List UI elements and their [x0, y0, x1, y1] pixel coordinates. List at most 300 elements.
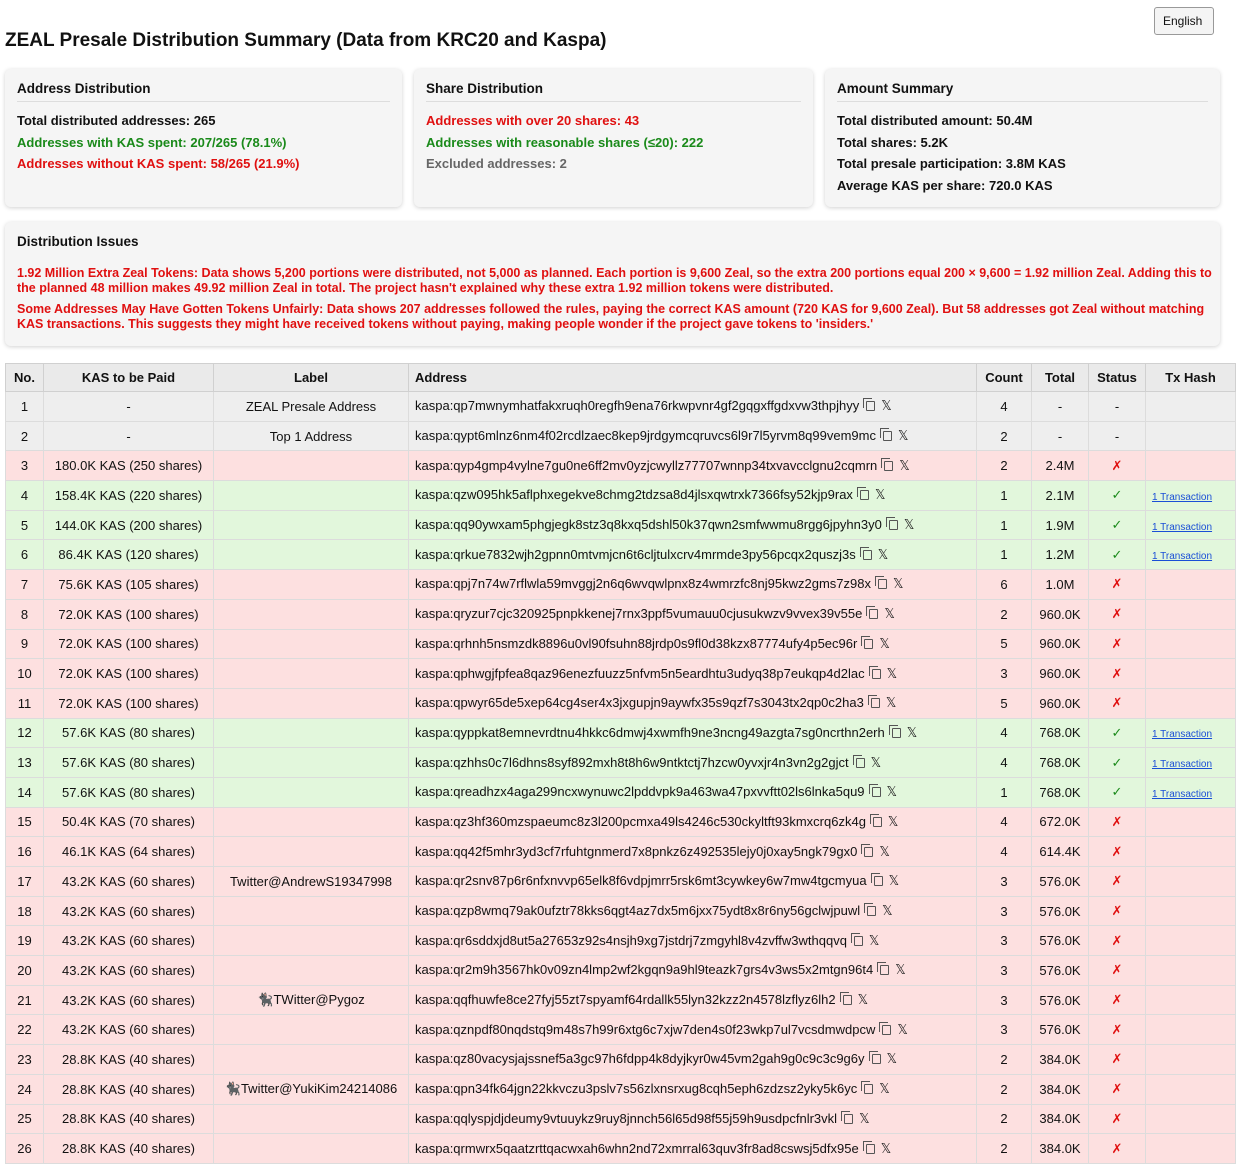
address-text: kaspa:qpwyr65de5xep64cg4ser4x3jxgupjn9aywfx35s9qzf7s3043tx2qp0c2ha3 — [415, 695, 864, 711]
copy-icon[interactable] — [873, 817, 882, 827]
copy-icon[interactable] — [864, 639, 873, 649]
address-cell — [409, 688, 977, 718]
copy-icon[interactable] — [872, 787, 881, 797]
x-share-icon[interactable]: 𝕏 — [887, 813, 899, 829]
status-cell: ✗ — [1089, 451, 1146, 481]
address-text: kaspa:qreadhzx4aga299ncxwynuwc2lpddvpk9a463wa47pxvvftt02ls6lnka5qu9 — [415, 784, 865, 800]
tx-hash-cell — [1146, 392, 1236, 422]
table-row — [6, 718, 1236, 748]
table-header-row — [6, 364, 1236, 392]
count-cell: 1 — [977, 481, 1032, 511]
address-text: kaspa:qr6sddxjd8ut5a27653z92s4nsjh9xg7jstdrj7zmgyhl8v4zvffw3wthqqvq — [415, 932, 847, 948]
x-share-icon[interactable]: 𝕏 — [880, 1140, 892, 1156]
amount-stat-line: Total shares: 5.2K — [837, 134, 949, 150]
table-body — [6, 392, 1236, 1164]
kas-to-pay: 28.8K KAS (40 shares) — [44, 1104, 214, 1134]
address-text: kaspa:qr2m9h3567hk0v09zn4lmp2wf2kgqn9a9hl9teazk7grs4v3ws5x2mtgn96t4 — [415, 962, 874, 978]
address-text: kaspa:qyppkat8emnevrdtnu4hkkc6dmwj4xwmfh9ne3ncng49azgta7sg0ncrthn2erh — [415, 724, 885, 740]
address-label — [214, 481, 409, 511]
total-cell: 576.0K — [1032, 956, 1089, 986]
kas-to-pay: 72.0K KAS (100 shares) — [44, 629, 214, 659]
total-cell: 1.0M — [1032, 570, 1089, 600]
x-share-icon[interactable]: 𝕏 — [859, 1110, 870, 1126]
header-count[interactable]: Count — [977, 364, 1032, 392]
share-distribution-lines — [426, 110, 801, 175]
address-text: kaspa:qqlyspjdjdeumy9vtuuykz9ruy8jnnch56l65d98f55j59h9usdpcfnlr3vkl — [415, 1110, 838, 1126]
tx-hash-cell — [1146, 837, 1236, 867]
tx-hash-cell — [1146, 956, 1236, 986]
address-cell — [409, 837, 977, 867]
count-cell: 6 — [977, 570, 1032, 600]
address-label: Top 1 Address — [214, 421, 409, 451]
address-label — [214, 688, 409, 718]
x-share-icon[interactable]: 𝕏 — [886, 1051, 897, 1067]
tx-hash-cell — [1146, 1015, 1236, 1045]
status-cell: ✗ — [1089, 688, 1146, 718]
tx-link[interactable]: 1 Transaction — [1152, 788, 1213, 800]
address-cell — [409, 540, 977, 570]
row-number: 19 — [6, 926, 44, 956]
amount-stat-line: Total presale participation: 3.8M KAS — [837, 156, 1066, 171]
kas-to-pay: 43.2K KAS (60 shares) — [44, 1015, 214, 1045]
status-cell: ✗ — [1089, 1104, 1146, 1134]
kas-to-pay: 57.6K KAS (80 shares) — [44, 718, 214, 748]
kas-to-pay: 28.8K KAS (40 shares) — [44, 1074, 214, 1104]
count-cell: 1 — [977, 510, 1032, 540]
address-text: kaspa:qrhnh5nsmzdk8896u0vl90fsuhn88jrdp0s9fl0d38kzx87774ufy4p5ec96r — [415, 635, 858, 651]
address-text: kaspa:qr2snv87p6r6nfxnvvp65elk8f6vdpjmrr5rsk6mt3cywkey6w7mw4tgcmyua — [415, 873, 867, 889]
address-cell — [409, 896, 977, 926]
status-cell: ✗ — [1089, 956, 1146, 986]
count-cell: 5 — [977, 629, 1032, 659]
address-label — [214, 599, 409, 629]
kas-to-pay: 144.0K KAS (200 shares) — [44, 510, 214, 540]
address-cell — [409, 451, 977, 481]
status-cell: ✓ — [1089, 718, 1146, 748]
address-cell — [409, 1045, 977, 1075]
address-cell — [409, 718, 977, 748]
kas-to-pay: 43.2K KAS (60 shares) — [44, 956, 214, 986]
x-share-icon[interactable]: 𝕏 — [897, 1021, 908, 1037]
row-number: 6 — [6, 540, 44, 570]
row-number: 10 — [6, 659, 44, 689]
row-number: 3 — [6, 451, 44, 481]
tx-hash-cell — [1146, 570, 1236, 600]
row-number: 17 — [6, 867, 44, 897]
total-cell: 614.4K — [1032, 837, 1089, 867]
x-share-icon[interactable]: 𝕏 — [882, 903, 893, 919]
address-distribution-title: Address Distribution — [17, 81, 390, 102]
share-stat-line: Excluded addresses: 2 — [426, 156, 567, 171]
x-share-icon[interactable]: 𝕏 — [895, 962, 906, 978]
total-cell: 384.0K — [1032, 1045, 1089, 1075]
x-share-icon[interactable]: 𝕏 — [892, 576, 904, 592]
tx-link[interactable]: 1 Transaction — [1152, 729, 1213, 741]
table-row — [6, 392, 1236, 422]
address-text: kaspa:qzp8wmq79ak0ufztr78kks6qgt4az7dx5m6jxx75ydt8x8r6ny56gclwjpuwl — [415, 903, 861, 919]
address-cell — [409, 1104, 977, 1134]
count-cell: 2 — [977, 421, 1032, 451]
copy-icon[interactable] — [863, 550, 872, 560]
row-number: 1 — [6, 392, 44, 422]
kas-to-pay: 43.2K KAS (60 shares) — [44, 896, 214, 926]
address-label: 🐈‍⬛TWitter@Pygoz — [214, 985, 409, 1015]
tx-link[interactable]: 1 Transaction — [1152, 759, 1213, 771]
header-address[interactable]: Address — [409, 364, 977, 392]
count-cell: 3 — [977, 956, 1032, 986]
address-text: kaspa:qqfhuwfe8ce27fyj55zt7spyamf64rdallk55lyn32kzz2n4578lzflyz6lh2 — [415, 992, 836, 1008]
x-share-icon[interactable]: 𝕏 — [879, 1081, 890, 1097]
row-number: 16 — [6, 837, 44, 867]
x-share-icon[interactable]: 𝕏 — [874, 487, 886, 503]
table-row — [6, 1015, 1236, 1045]
address-text: kaspa:qypt6mlnz6nm4f02rcdlzaec8kep9jrdgymcqruvcs6l9r7l5yrvm8q99vem9mc — [415, 428, 876, 444]
count-cell: 4 — [977, 748, 1032, 778]
x-share-icon[interactable]: 𝕏 — [868, 932, 880, 948]
status-cell: ✗ — [1089, 807, 1146, 837]
kas-to-pay: 43.2K KAS (60 shares) — [44, 867, 214, 897]
copy-icon[interactable] — [874, 876, 883, 886]
issue-extra-tokens: 1.92 Million Extra Zeal Tokens: Data shows 5,200 portions were distributed, not 5,000 as planned. Each portion is 9,600 Zeal, so the extra 200 portions equal 200 × 9,600 = 1.92 million Zeal. Adding this to the planned 48 million makes 49.92 million Zeal in total. The project hasn't explained why these extra 1.92 million tokens were distributed. — [17, 266, 1212, 295]
table-row — [6, 777, 1236, 807]
address-label — [214, 1134, 409, 1164]
status-cell: ✗ — [1089, 1134, 1146, 1164]
total-cell: 576.0K — [1032, 926, 1089, 956]
copy-icon[interactable] — [864, 1084, 873, 1094]
amount-stat-line: Total distributed amount: 50.4M — [837, 113, 1033, 128]
page-title-text: ZEAL Presale Distribution Summary (Data from KRC20 and Kaspa) — [5, 30, 607, 51]
count-cell: 3 — [977, 985, 1032, 1015]
copy-icon[interactable] — [866, 401, 875, 411]
tx-hash-cell — [1146, 510, 1236, 540]
status-cell: ✗ — [1089, 985, 1146, 1015]
copy-icon[interactable] — [867, 906, 876, 916]
kas-to-pay: 75.6K KAS (105 shares) — [44, 570, 214, 600]
total-cell: 768.0K — [1032, 748, 1089, 778]
copy-icon[interactable] — [880, 965, 889, 975]
address-text: kaspa:qzhhs0c7l6dhns8syf892mxh8t8h6w9ntktctj7hzcw0yvxjr4n3vn2g2gjct — [415, 754, 849, 770]
count-cell: 3 — [977, 896, 1032, 926]
tx-hash-cell — [1146, 807, 1236, 837]
row-number: 18 — [6, 896, 44, 926]
amount-summary-lines — [837, 110, 1208, 196]
address-cell — [409, 926, 977, 956]
distribution-issues-panel — [5, 222, 1220, 346]
address-label — [214, 896, 409, 926]
copy-icon[interactable] — [872, 669, 881, 679]
copy-icon[interactable] — [889, 520, 898, 530]
address-cell — [409, 570, 977, 600]
total-cell: 768.0K — [1032, 718, 1089, 748]
total-cell: - — [1032, 421, 1089, 451]
row-number: 20 — [6, 956, 44, 986]
total-cell: 576.0K — [1032, 985, 1089, 1015]
row-number: 5 — [6, 510, 44, 540]
address-label — [214, 570, 409, 600]
status-cell: - — [1089, 421, 1146, 451]
kas-to-pay: 50.4K KAS (70 shares) — [44, 807, 214, 837]
address-text: kaspa:qq90ywxam5phgjegk8stz3q8kxq5dshl50k37qwn2smfwwmu8rgg6jpyhn3y0 — [415, 517, 882, 533]
address-label: Twitter@AndrewS19347998 — [214, 867, 409, 897]
row-number: 23 — [6, 1045, 44, 1075]
count-cell: 2 — [977, 451, 1032, 481]
x-share-icon[interactable]: 𝕏 — [870, 754, 882, 770]
tx-hash-cell — [1146, 748, 1236, 778]
copy-icon[interactable] — [884, 461, 893, 471]
count-cell: 2 — [977, 1074, 1032, 1104]
address-text: kaspa:qrkue7832wjh2gpnn0mtvmjcn6t6cljtulxcrv4mrmde3py56pcqx2quszj3s — [415, 546, 856, 562]
count-cell: 4 — [977, 392, 1032, 422]
x-share-icon[interactable]: 𝕏 — [899, 457, 910, 473]
kas-to-pay: 57.6K KAS (80 shares) — [44, 748, 214, 778]
table-row — [6, 748, 1236, 778]
x-share-icon[interactable]: 𝕏 — [906, 724, 918, 740]
share-distribution-title: Share Distribution — [426, 81, 801, 102]
copy-icon[interactable] — [883, 431, 892, 441]
address-text: kaspa:qpj7n74w7rflwla59mvggj2n6q6wvqwlpnx8z4wmrzfc8nj95kwz2gms7z98x — [415, 576, 871, 592]
x-share-icon[interactable]: 𝕏 — [877, 546, 889, 562]
header-no[interactable]: No. — [6, 364, 44, 392]
address-cell — [409, 659, 977, 689]
address-cell — [409, 1074, 977, 1104]
tx-link[interactable]: 1 Transaction — [1152, 491, 1213, 503]
x-share-icon[interactable]: 𝕏 — [903, 517, 915, 533]
address-label — [214, 777, 409, 807]
status-cell: ✗ — [1089, 1074, 1146, 1104]
status-cell: ✓ — [1089, 510, 1146, 540]
row-number: 22 — [6, 1015, 44, 1045]
x-share-icon[interactable]: 𝕏 — [888, 873, 900, 889]
tx-hash-cell — [1146, 867, 1236, 897]
address-label — [214, 1015, 409, 1045]
address-text: kaspa:qryzur7cjc320925pnpkkenej7rnx3ppf5vumauu0cjusukwzv9vvex39v55e — [415, 606, 863, 622]
x-share-icon[interactable]: 𝕏 — [886, 784, 898, 800]
amount-summary-card — [825, 69, 1220, 207]
amount-stat-line: Average KAS per share: 720.0 KAS — [837, 177, 1053, 193]
row-number: 7 — [6, 570, 44, 600]
tx-hash-cell — [1146, 540, 1236, 570]
address-label — [214, 926, 409, 956]
address-text: kaspa:qp7mwnymhatfakxruqh0regfh9ena76rkwpvnr4gf2gqgxffgdxvw3thpjhyy — [415, 398, 860, 414]
kas-to-pay: 158.4K KAS (220 shares) — [44, 481, 214, 511]
row-number: 13 — [6, 748, 44, 778]
table-row — [6, 926, 1236, 956]
copy-icon[interactable] — [871, 698, 880, 708]
count-cell: 3 — [977, 659, 1032, 689]
address-label — [214, 718, 409, 748]
kas-to-pay: 72.0K KAS (100 shares) — [44, 659, 214, 689]
tx-hash-cell — [1146, 451, 1236, 481]
x-share-icon[interactable]: 𝕏 — [881, 398, 892, 414]
address-cell — [409, 1015, 977, 1045]
address-cell — [409, 985, 977, 1015]
address-label — [214, 956, 409, 986]
language-button[interactable]: English — [1154, 7, 1214, 35]
copy-icon[interactable] — [844, 1114, 853, 1124]
x-share-icon[interactable]: 𝕏 — [879, 635, 890, 651]
address-text: kaspa:qz3hf360mzspaeumc8z3l200pcmxa49ls4246c530ckyltft93kmxcrq6zk4g — [415, 813, 866, 829]
address-cell — [409, 867, 977, 897]
row-number: 11 — [6, 688, 44, 718]
status-cell: ✗ — [1089, 629, 1146, 659]
total-cell: 1.2M — [1032, 540, 1089, 570]
address-text: kaspa:qyp4gmp4vylne7gu0ne6ff2mv0yzjcwyllz77707wnnp34txvavcclgnu2cqmrn — [415, 457, 878, 473]
tx-hash-cell — [1146, 777, 1236, 807]
kas-to-pay: 72.0K KAS (100 shares) — [44, 688, 214, 718]
total-cell: 768.0K — [1032, 777, 1089, 807]
kas-to-pay: - — [44, 421, 214, 451]
copy-icon[interactable] — [869, 609, 878, 619]
status-cell: ✓ — [1089, 540, 1146, 570]
header-total[interactable]: Total — [1032, 364, 1089, 392]
row-number: 9 — [6, 629, 44, 659]
status-cell: ✗ — [1089, 867, 1146, 897]
total-cell: 960.0K — [1032, 599, 1089, 629]
address-label — [214, 1045, 409, 1075]
x-share-icon[interactable]: 𝕏 — [898, 428, 909, 444]
address-label — [214, 807, 409, 837]
tx-hash-cell — [1146, 1104, 1236, 1134]
table-row — [6, 570, 1236, 600]
count-cell: 3 — [977, 867, 1032, 897]
x-share-icon[interactable]: 𝕏 — [885, 695, 897, 711]
count-cell: 2 — [977, 599, 1032, 629]
address-cell — [409, 956, 977, 986]
copy-icon[interactable] — [892, 728, 901, 738]
table-row — [6, 688, 1236, 718]
kas-to-pay: 72.0K KAS (100 shares) — [44, 599, 214, 629]
total-cell: 2.1M — [1032, 481, 1089, 511]
row-number: 24 — [6, 1074, 44, 1104]
kas-to-pay: 43.2K KAS (60 shares) — [44, 926, 214, 956]
count-cell: 2 — [977, 1134, 1032, 1164]
address-text: kaspa:qq42f5mhr3yd3cf7rfuhtgnmerd7x8pnkz6z492535lejy0j0xay5ngk79gx0 — [415, 843, 858, 859]
tx-hash-cell — [1146, 481, 1236, 511]
address-label — [214, 540, 409, 570]
distribution-table — [5, 363, 1236, 1164]
total-cell: 1.9M — [1032, 510, 1089, 540]
table-row — [6, 510, 1236, 540]
tx-link[interactable]: 1 Transaction — [1152, 551, 1213, 563]
address-distribution-lines — [17, 110, 390, 175]
address-label — [214, 510, 409, 540]
address-label — [214, 1104, 409, 1134]
address-cell — [409, 807, 977, 837]
kas-to-pay: 86.4K KAS (120 shares) — [44, 540, 214, 570]
status-cell: ✓ — [1089, 748, 1146, 778]
status-cell: ✗ — [1089, 896, 1146, 926]
address-stat-line: Total distributed addresses: 265 — [17, 113, 216, 128]
count-cell: 5 — [977, 688, 1032, 718]
share-stat-line: Addresses with reasonable shares (≤20): 222 — [426, 134, 704, 150]
kas-to-pay: 28.8K KAS (40 shares) — [44, 1045, 214, 1075]
copy-icon[interactable] — [864, 847, 873, 857]
header-label[interactable]: Label — [214, 364, 409, 392]
x-share-icon[interactable]: 𝕏 — [886, 665, 898, 681]
kas-to-pay: 28.8K KAS (40 shares) — [44, 1134, 214, 1164]
address-label — [214, 659, 409, 689]
tx-hash-cell — [1146, 629, 1236, 659]
address-cell — [409, 510, 977, 540]
address-cell — [409, 1134, 977, 1164]
tx-link[interactable]: 1 Transaction — [1152, 521, 1213, 533]
total-cell: 384.0K — [1032, 1134, 1089, 1164]
status-cell: ✗ — [1089, 1045, 1146, 1075]
total-cell: 576.0K — [1032, 1015, 1089, 1045]
copy-icon[interactable] — [872, 1054, 881, 1064]
tx-hash-cell — [1146, 1045, 1236, 1075]
address-cell — [409, 748, 977, 778]
kas-to-pay: 57.6K KAS (80 shares) — [44, 777, 214, 807]
tx-hash-cell — [1146, 1134, 1236, 1164]
table-row — [6, 807, 1236, 837]
address-cell — [409, 777, 977, 807]
tx-hash-cell — [1146, 688, 1236, 718]
kas-to-pay: 180.0K KAS (250 shares) — [44, 451, 214, 481]
x-share-icon[interactable]: 𝕏 — [879, 843, 890, 859]
row-number: 26 — [6, 1134, 44, 1164]
kas-to-pay: - — [44, 392, 214, 422]
tx-hash-cell — [1146, 896, 1236, 926]
table-row — [6, 481, 1236, 511]
count-cell: 4 — [977, 837, 1032, 867]
total-cell: 576.0K — [1032, 867, 1089, 897]
count-cell: 2 — [977, 1045, 1032, 1075]
table-row — [6, 659, 1236, 689]
table-row — [6, 1134, 1236, 1164]
copy-icon[interactable] — [878, 579, 887, 589]
address-text: kaspa:qzw095hk5aflphxegekve8chmg2tdzsa8d4jlsxqwtrxk7366fsy52kjp9rax — [415, 487, 853, 503]
header-kas[interactable]: KAS to be Paid — [44, 364, 214, 392]
tx-hash-cell — [1146, 599, 1236, 629]
status-cell: ✗ — [1089, 599, 1146, 629]
row-number: 2 — [6, 421, 44, 451]
table-row — [6, 599, 1236, 629]
copy-icon[interactable] — [854, 936, 863, 946]
total-cell: 384.0K — [1032, 1074, 1089, 1104]
address-label — [214, 629, 409, 659]
status-cell: - — [1089, 392, 1146, 422]
address-label — [214, 748, 409, 778]
issue-unfair-addresses: Some Addresses May Have Gotten Tokens Unfairly: Data shows 207 addresses followed the rules, paying the correct KAS amount (720 KAS for 9,600 Zeal). But 58 addresses got Zeal without matching KAS transactions. This suggests they might have received tokens without paying, making people wonder if the project gave tokens to 'insiders.' — [17, 302, 1205, 331]
header-status[interactable]: Status — [1089, 364, 1146, 392]
x-share-icon[interactable]: 𝕏 — [884, 606, 895, 622]
table-row — [6, 451, 1236, 481]
total-cell: 576.0K — [1032, 896, 1089, 926]
count-cell: 1 — [977, 777, 1032, 807]
address-text: kaspa:qrmwrx5qaatzrttqacwxah6whn2nd72xmrral63quv3fr8ad8cswsj5dfx95e — [415, 1140, 859, 1156]
count-cell: 3 — [977, 1015, 1032, 1045]
row-number: 4 — [6, 481, 44, 511]
status-cell: ✗ — [1089, 659, 1146, 689]
tx-hash-cell — [1146, 1074, 1236, 1104]
table-row — [6, 956, 1236, 986]
address-text: kaspa:qz80vacysjajssnef5a3gc97h6fdpp4k8dyjkyr0w45vm2gah9g0c9c3c9g6y — [415, 1051, 865, 1067]
count-cell: 3 — [977, 926, 1032, 956]
x-share-icon[interactable]: 𝕏 — [857, 992, 869, 1008]
status-cell: ✗ — [1089, 1015, 1146, 1045]
status-cell: ✓ — [1089, 777, 1146, 807]
header-tx-hash[interactable]: Tx Hash — [1146, 364, 1236, 392]
copy-icon[interactable] — [882, 1025, 891, 1035]
copy-icon[interactable] — [856, 758, 865, 768]
table-row — [6, 896, 1236, 926]
copy-icon[interactable] — [843, 995, 852, 1005]
count-cell: 2 — [977, 1104, 1032, 1134]
copy-icon[interactable] — [866, 1144, 875, 1154]
page-title — [5, 30, 606, 52]
copy-icon[interactable] — [860, 490, 869, 500]
